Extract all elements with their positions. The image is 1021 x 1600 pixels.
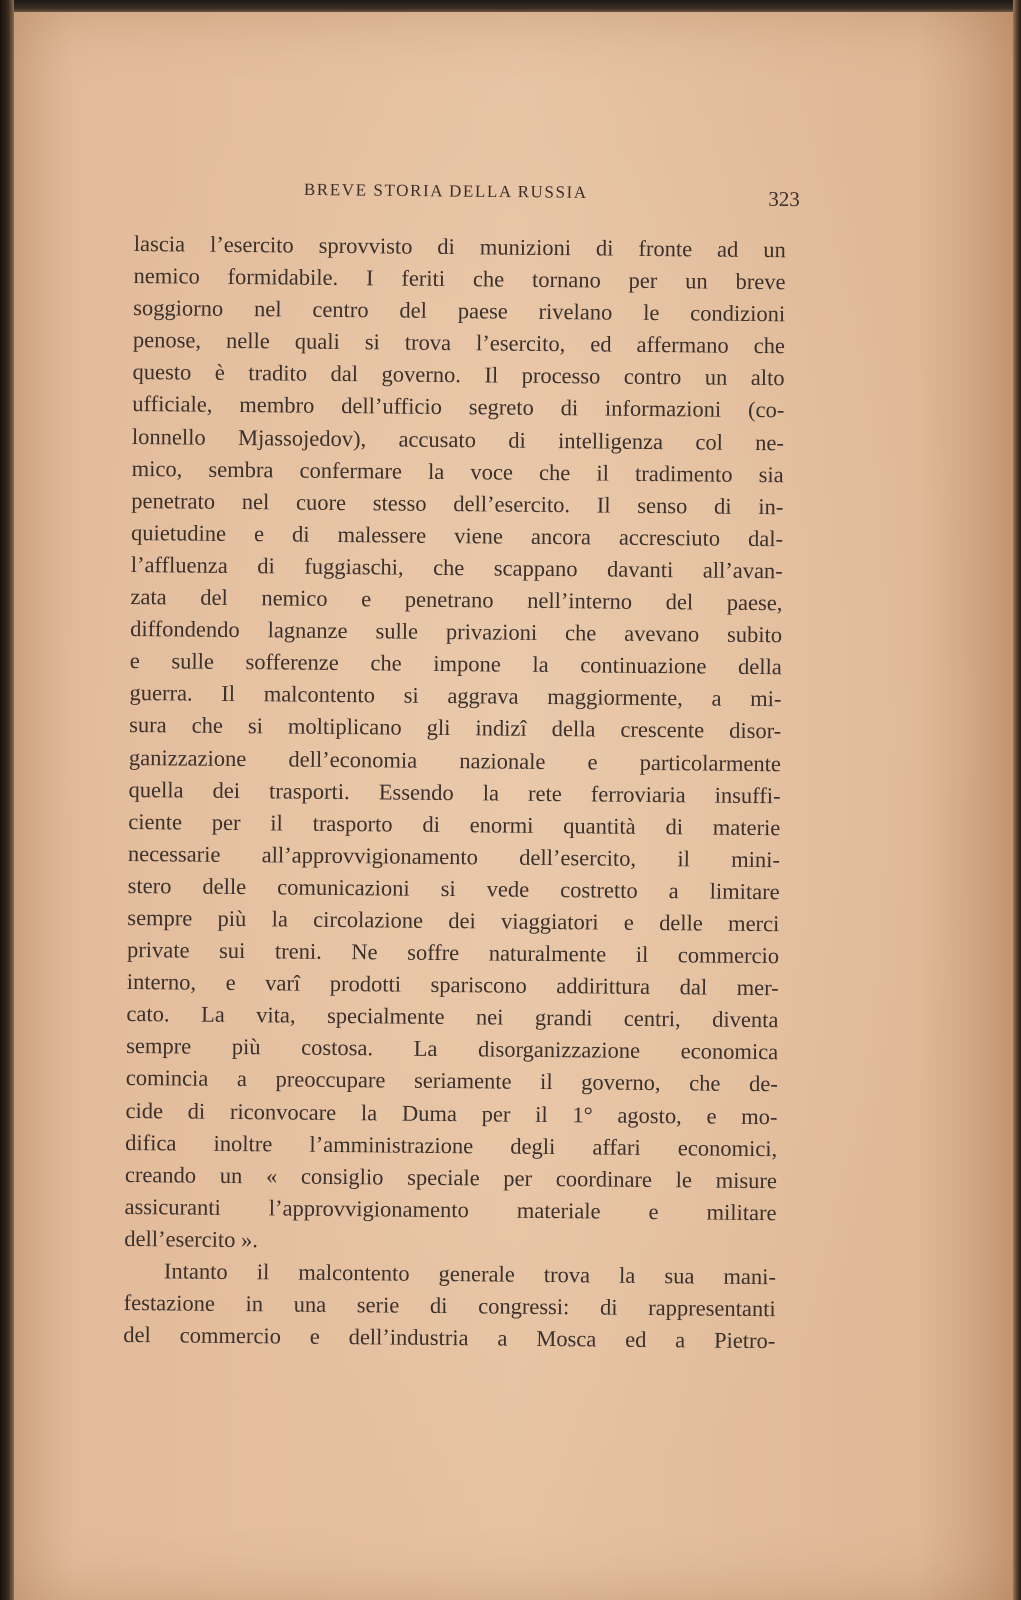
text-line: sempre più la circolazione dei viaggiatori e delle merci <box>127 904 780 937</box>
text-line: quietudine e di malessere viene ancora accresciuto dal- <box>130 519 784 552</box>
text-line: soggiorno nel centro del paese rivelano le condizioni <box>133 295 786 327</box>
text-line: diffondendo lagnanze sulle privazioni che avevano subito <box>130 616 783 648</box>
text-line: assicuranti l’approvvigionamento materiale e militare <box>124 1193 777 1226</box>
running-head <box>120 178 800 213</box>
text-line: quella dei trasporti. Essendo la rete ferroviaria insuffi- <box>128 776 781 808</box>
text-line: cato. La vita, specialmente nei grandi centri, diventa <box>126 1001 779 1033</box>
paragraph-end-line: dell’esercito ». <box>124 1225 259 1253</box>
text-line: festazione in una serie di congressi: di rappresentanti <box>123 1290 776 1322</box>
text-line: penose, nelle quali si trova l’esercito, ed affermano che <box>132 327 786 359</box>
text-line: guerra. Il malcontento si aggrava maggiormente, a mi- <box>129 680 782 712</box>
text-line: l’affluenza di fuggiaschi, che scappano davanti all’avan- <box>130 551 783 584</box>
text-line: e sulle sofferenze che impone la continuazione della <box>129 648 782 680</box>
running-title: BREVE STORIA DELLA RUSSIA <box>303 179 588 202</box>
text-line: stero delle comunicazioni si vede costretto a limitare <box>127 872 780 905</box>
body-text <box>123 228 786 1357</box>
book-spine-edge <box>0 0 14 1600</box>
text-line: difica inoltre l’amministrazione degli affari economici, <box>125 1129 778 1161</box>
text-line: private sui treni. Ne soffre naturalmente il commercio <box>126 937 780 969</box>
text-line: creando un « consiglio speciale per coordinare le misure <box>124 1161 778 1193</box>
text-line: ciente per il trasporto di enormi quantità di materie <box>128 808 781 840</box>
text-line: del commercio e dell’industria a Mosca ed a Pietro- <box>123 1322 776 1354</box>
text-line: questo è tradito dal governo. Il processo contro un alto <box>132 359 785 391</box>
text-line: cide di riconvocare la Duma per il 1° agosto, e mo- <box>125 1097 778 1129</box>
page-right-edge <box>1013 0 1021 1600</box>
text-line: lonnello Mjassojedov), accusato di intelligenza col ne- <box>131 423 785 455</box>
text-line: interno, e varî prodotti spariscono addirittura dal mer- <box>126 969 779 1001</box>
page-top-shadow <box>0 0 1021 12</box>
text-line: zata del nemico e penetrano nell’interno del paese, <box>130 584 783 616</box>
paragraph-start-line: Intanto il malcontento generale trova la sua mani- <box>163 1258 777 1290</box>
text-line: mico, sembra confermare la voce che il tradimento sia <box>131 455 784 487</box>
text-line: lascia l’esercito sprovvisto di munizioni di fronte ad un <box>133 230 786 263</box>
text-line: comincia a preoccupare seriamente il governo, che de- <box>125 1065 778 1097</box>
text-line: ganizzazione dell’economia nazionale e particolarmente <box>128 744 782 776</box>
text-line: sura che si moltiplicano gli indizî della crescente disor- <box>129 712 782 744</box>
text-line: ufficiale, membro dell’ufficio segreto di informazioni (co- <box>132 391 785 423</box>
book-page <box>14 12 1018 1600</box>
page-number: 323 <box>768 186 800 212</box>
text-line: sempre più costosa. La disorganizzazione economica <box>126 1033 779 1065</box>
text-line: necessarie all’approvvigionamento dell’esercito, il mini- <box>127 840 781 873</box>
text-line: penetrato nel cuore stesso dell’esercito. Il senso di in- <box>131 487 784 519</box>
text-line: nemico formidabile. I feriti che tornano per un breve <box>133 263 786 295</box>
